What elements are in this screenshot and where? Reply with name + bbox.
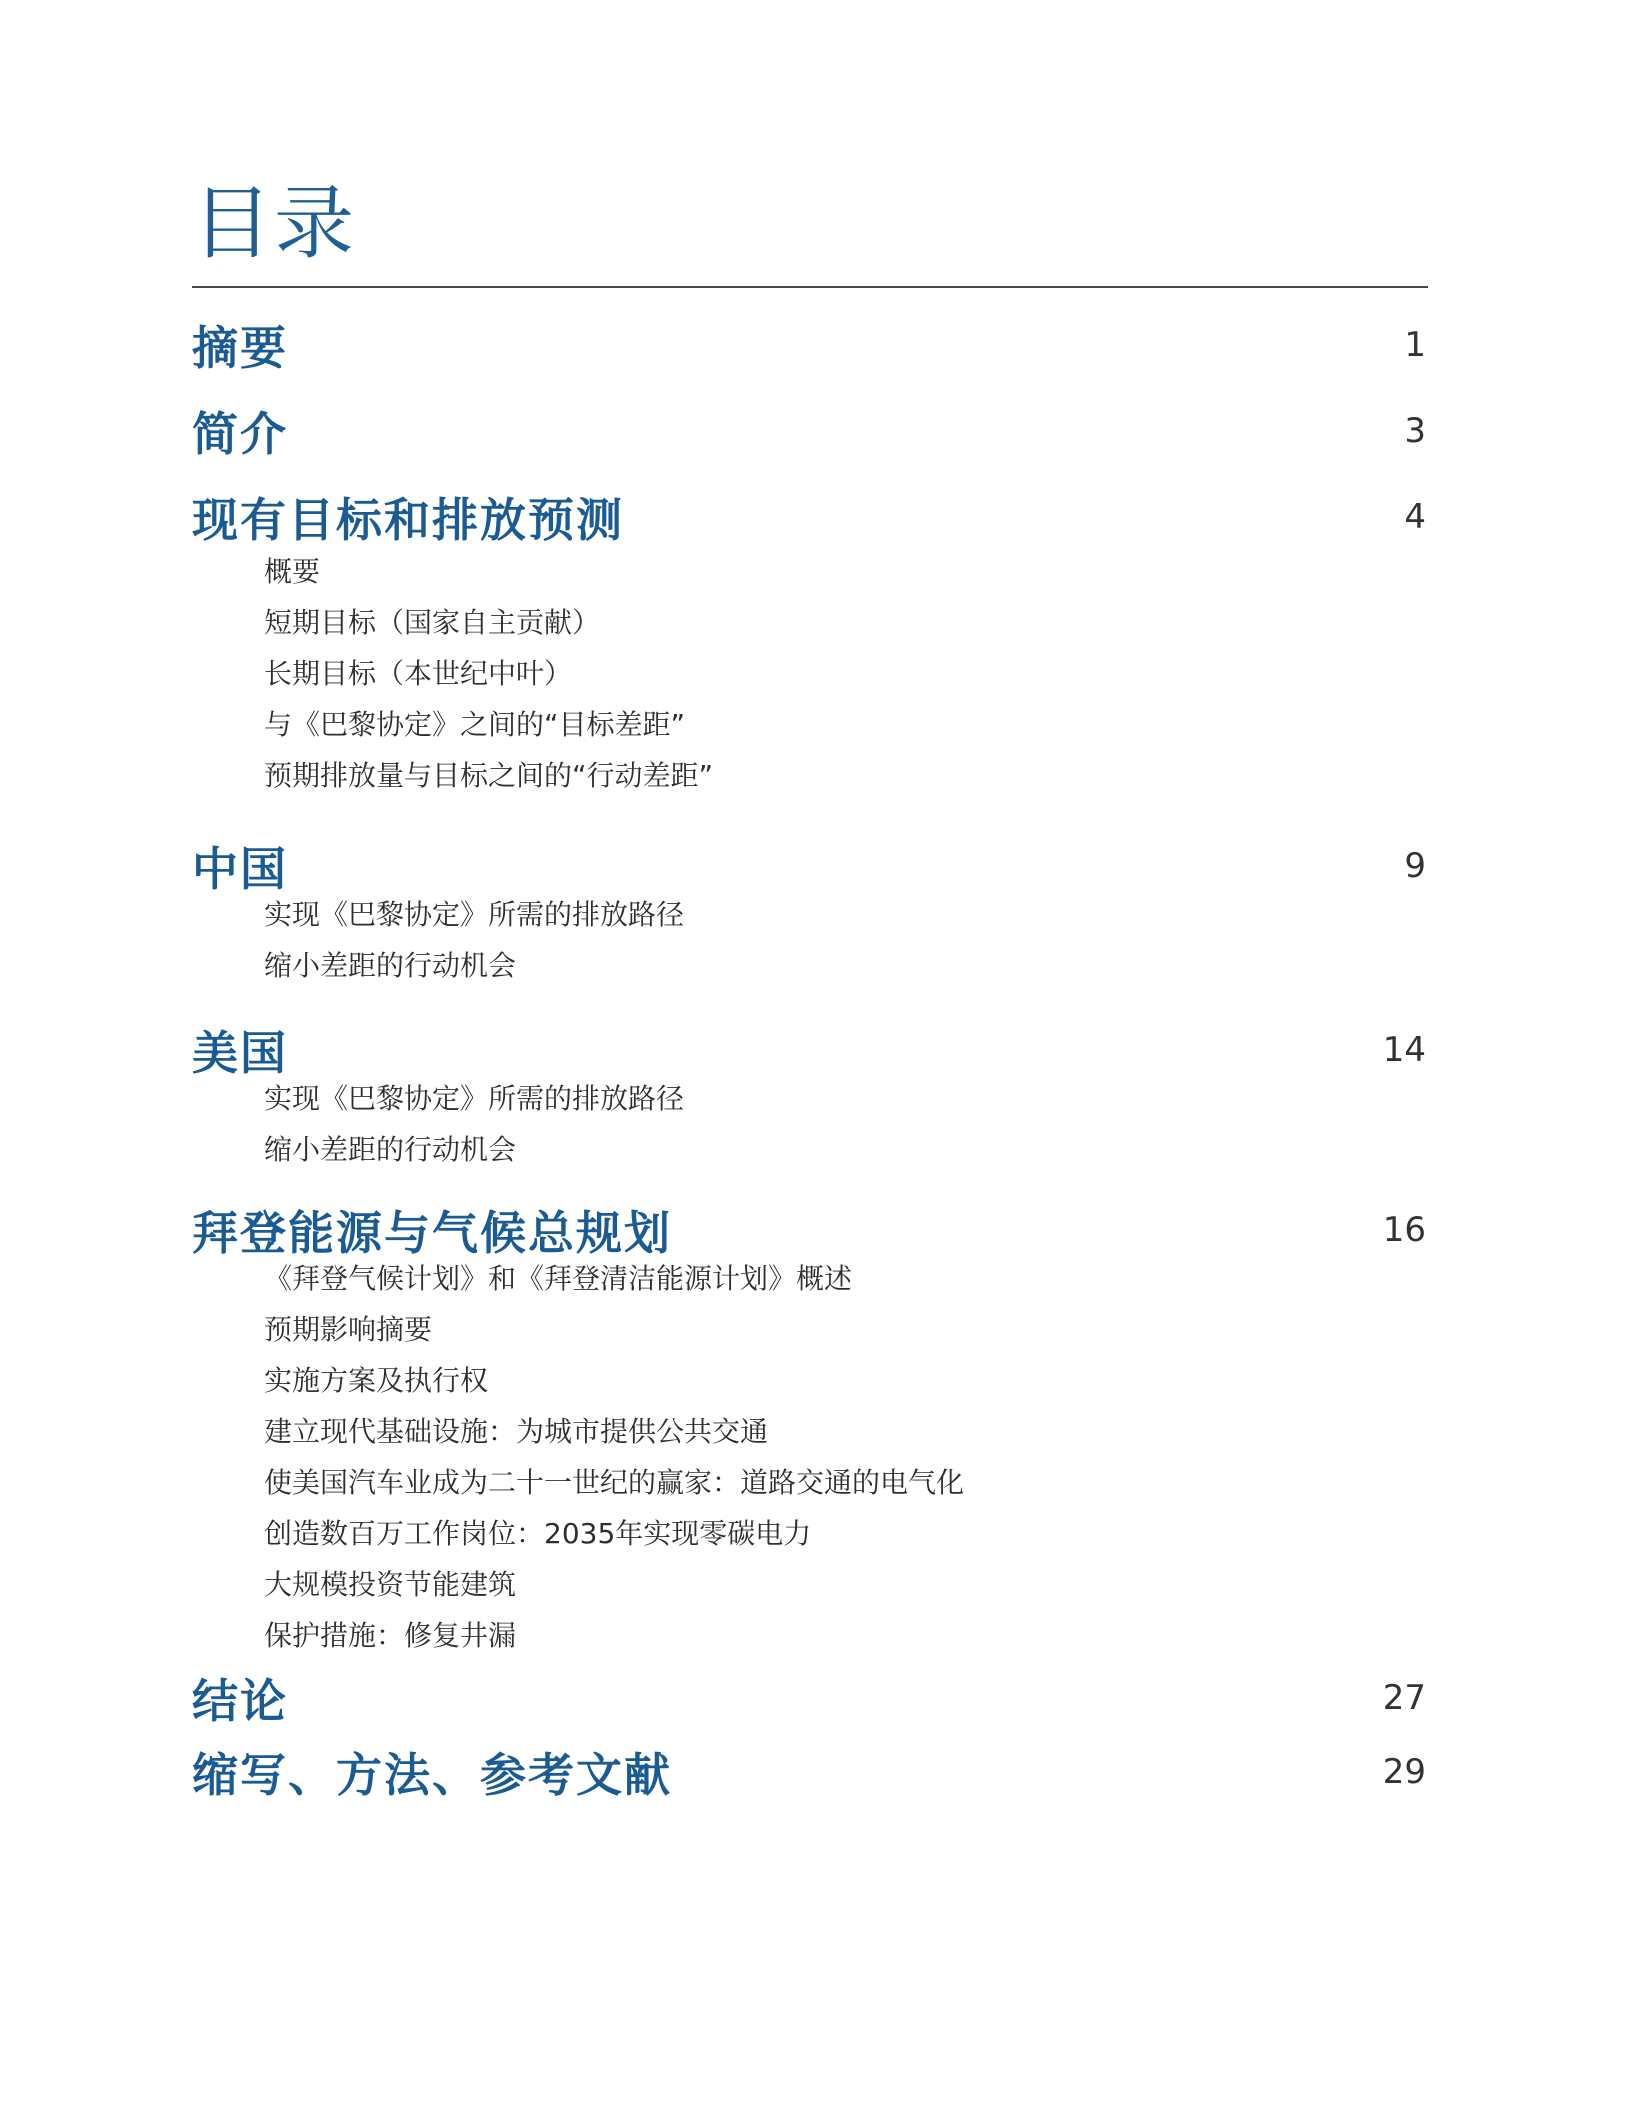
toc-subsection[interactable]: 实现《巴黎协定》所需的排放路径 bbox=[264, 1082, 685, 1115]
toc-subsection[interactable]: 《拜登气候计划》和《拜登清洁能源计划》概述 bbox=[264, 1262, 853, 1295]
toc-section-title[interactable]: 结论 bbox=[192, 1674, 288, 1728]
toc-list bbox=[192, 302, 1428, 1809]
title-divider bbox=[192, 286, 1428, 288]
toc-section-title[interactable]: 摘要 bbox=[192, 321, 288, 375]
toc-subsection[interactable]: 建立现代基础设施：为城市提供公共交通 bbox=[264, 1415, 769, 1448]
toc-page-number: 3 bbox=[1404, 411, 1426, 451]
toc-section-title[interactable]: 拜登能源与气候总规划 bbox=[192, 1206, 672, 1260]
toc-subsection[interactable]: 实现《巴黎协定》所需的排放路径 bbox=[264, 898, 685, 931]
toc-page-number: 1 bbox=[1404, 325, 1426, 365]
toc-page-number: 16 bbox=[1382, 1210, 1426, 1250]
toc-section-biden-plan[interactable] bbox=[192, 1187, 1428, 1661]
toc-subsection[interactable]: 与《巴黎协定》之间的“目标差距” bbox=[264, 708, 686, 741]
toc-section-targets[interactable] bbox=[192, 474, 1428, 801]
toc-subsection[interactable]: 长期目标（本世纪中叶） bbox=[264, 657, 573, 690]
toc-subsection-list bbox=[192, 546, 1428, 801]
toc-section-china[interactable] bbox=[192, 823, 1428, 991]
toc-page-number: 29 bbox=[1382, 1752, 1426, 1792]
toc-subsection-list bbox=[192, 1253, 1428, 1661]
toc-subsection[interactable]: 概要 bbox=[264, 555, 321, 588]
page-title: 目录 bbox=[192, 177, 356, 270]
toc-section-conclusion[interactable] bbox=[192, 1661, 1428, 1735]
toc-section-intro[interactable] bbox=[192, 388, 1428, 474]
toc-section-title[interactable]: 美国 bbox=[192, 1026, 288, 1080]
toc-subsection[interactable]: 缩小差距的行动机会 bbox=[264, 1133, 517, 1166]
toc-subsection[interactable]: 实施方案及执行权 bbox=[264, 1364, 489, 1397]
toc-section-usa[interactable] bbox=[192, 1007, 1428, 1175]
toc-page-number: 4 bbox=[1404, 497, 1426, 537]
toc-section-summary[interactable] bbox=[192, 302, 1428, 388]
toc-subsection-list bbox=[192, 889, 1428, 991]
toc-section-title[interactable]: 缩写、方法、参考文献 bbox=[192, 1748, 672, 1802]
toc-subsection[interactable]: 缩小差距的行动机会 bbox=[264, 949, 517, 982]
toc-section-references[interactable] bbox=[192, 1735, 1428, 1809]
toc-subsection-list bbox=[192, 1073, 1428, 1175]
toc-entry[interactable] bbox=[192, 1661, 1428, 1735]
toc-subsection[interactable]: 大规模投资节能建筑 bbox=[264, 1568, 517, 1601]
toc-section-title[interactable]: 现有目标和排放预测 bbox=[192, 493, 624, 547]
toc-subsection[interactable]: 预期排放量与目标之间的“行动差距” bbox=[264, 759, 714, 792]
toc-subsection[interactable]: 短期目标（国家自主贡献） bbox=[264, 606, 601, 639]
toc-subsection[interactable]: 使美国汽车业成为二十一世纪的赢家：道路交通的电气化 bbox=[264, 1466, 965, 1499]
toc-page-number: 9 bbox=[1404, 846, 1426, 886]
toc-page-number: 27 bbox=[1382, 1678, 1426, 1718]
toc-subsection[interactable]: 创造数百万工作岗位：2035年实现零碳电力 bbox=[264, 1517, 812, 1550]
toc-subsection[interactable]: 保护措施：修复井漏 bbox=[264, 1619, 517, 1652]
toc-page-number: 14 bbox=[1382, 1030, 1426, 1070]
toc-section-title[interactable]: 中国 bbox=[192, 842, 288, 896]
toc-subsection[interactable]: 预期影响摘要 bbox=[264, 1313, 433, 1346]
toc-page bbox=[192, 170, 1428, 1809]
toc-entry[interactable] bbox=[192, 302, 1428, 388]
toc-entry[interactable] bbox=[192, 1735, 1428, 1809]
toc-section-title[interactable]: 简介 bbox=[192, 407, 288, 461]
toc-entry[interactable] bbox=[192, 388, 1428, 474]
